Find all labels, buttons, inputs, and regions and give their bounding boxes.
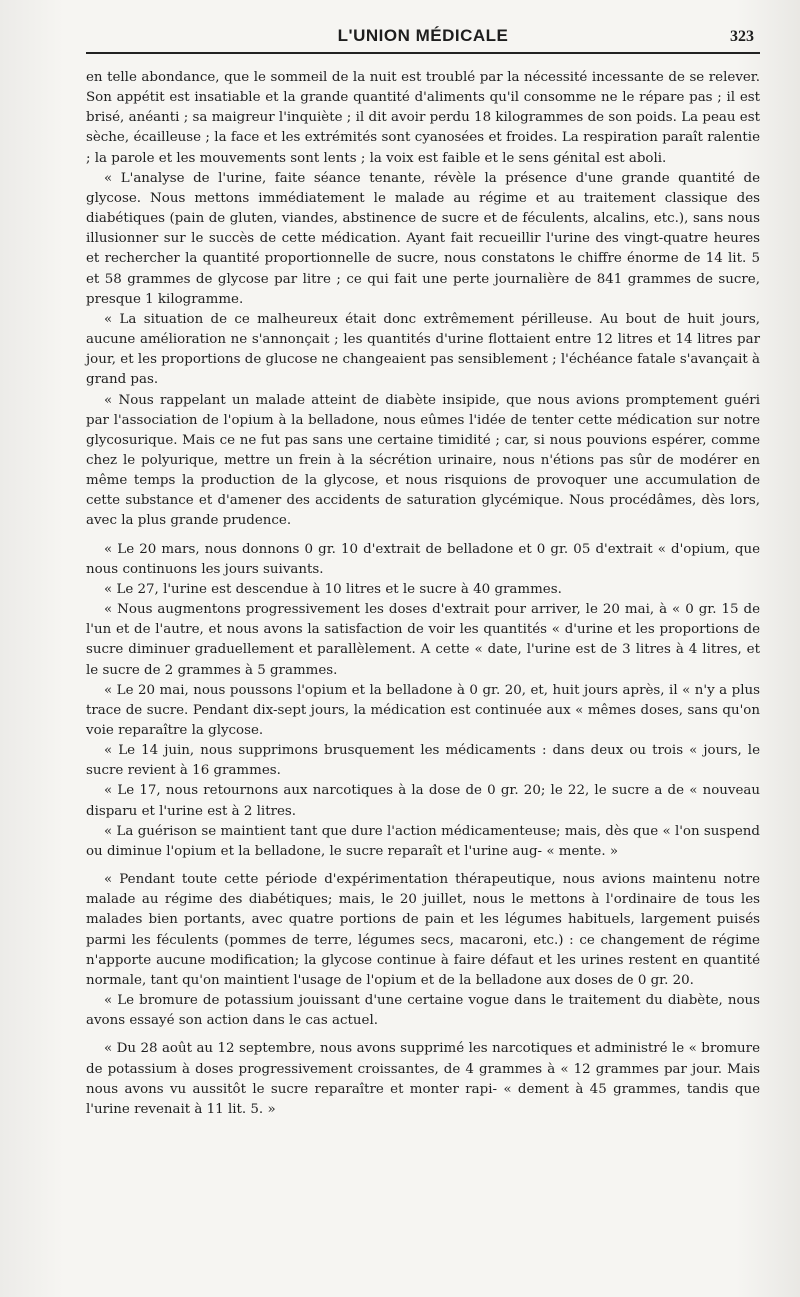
paragraph: « Nous rappelant un malade atteint de diabète insipide, que nous avions promptement guéri par l'association de l'opium à la belladone, nous eûmes l'idée de tenter cette médication sur notre glycosurique. Mais ce ne fut pas sans une certaine timidité ; car, si nous pouvions espérer, comme chez le polyurique, mettre un frein à la sécrétion urinaire, nous n'étions pas sûr de modérer en même temps la production de la glycose, et nous risquions de provoquer une accumulation de cette substance et d'amener des accidents de saturation glycémique. Nous procédâmes, dès lors, avec la plus grande prudence.	[86, 392, 760, 529]
paragraph: « L'analyse de l'urine, faite séance tenante, révèle la présence d'une grande quantité de glycose. Nous mettons immédiatement le malade au régime et au traitement classique des diabétiques (pain de gluten, viandes, abstinence de sucre et de féculents, alcalins, etc.), sans nous illusionner sur le succès de cette médication. Ayant fait recueillir l'urine des vingt-quatre heures et rechercher la quantité proportionnelle de sucre, nous constatons le chiffre énorme de 14 lit. 5 et 58 grammes de glycose par litre ; ce qui fait une perte journalière de 841 grammes de sucre, presque 1 kilogramme.	[86, 170, 760, 307]
page-number: 323	[730, 28, 754, 45]
paragraph: « Le 17, nous retournons aux narcotiques à la dose de 0 gr. 20; le 22, le sucre a de « nouveau disparu et l'urine est à 2 litres.	[86, 783, 760, 819]
paragraph: « Le 20 mai, nous poussons l'opium et la belladone à 0 gr. 20, et, huit jours après, il « n'y a plus trace de sucre. Pendant dix-sept jours, la médication est continuée aux « mêmes doses, sans qu'on voie reparaître la glycose.	[86, 682, 760, 738]
paragraph: « Le bromure de potassium jouissant d'une certaine vogue dans le traitement du diabète, nous avons essayé son action dans le cas actuel.	[86, 993, 760, 1029]
paragraph: « La situation de ce malheureux était donc extrêmement périlleuse. Au bout de huit jours, aucune amélioration ne s'annonçait ; les quantités d'urine flottaient entre 12 litres et 14 litres par jour, et les proportions de glucose ne changeaient pas sensiblement ; l'échéance fatale s'avançait à grand pas.	[86, 311, 760, 388]
paragraph-gap	[86, 862, 760, 870]
paragraph-gap	[86, 532, 760, 540]
paragraph: « Pendant toute cette période d'expérimentation thérapeutique, nous avions maintenu notre malade au régime des diabétiques; mais, le 20 juillet, nous le mettons à l'ordinaire de tous les malades bien portants, avec quatre portions de pain et les légumes habituels, largement puisés parmi les féculents (pommes de terre, légumes secs, macaroni, etc.) : ce changement de régime n'apporte aucune modification; la glycose continue à faire défaut et les urines restent en quantité normale, tant qu'on maintient l'usage de l'opium et de la belladone aux doses de 0 gr. 20.	[86, 872, 760, 988]
header-rule	[86, 52, 760, 54]
paragraph: « Nous augmentons progressivement les doses d'extrait pour arriver, le 20 mai, à « 0 gr. 15 de l'un et de l'autre, et nous avons la satisfaction de voir les quantités « d'urine et les proportions de sucre diminuer graduellement et parallèlement. A cette « date, l'urine est de 3 litres à 4 litres, et le sucre de 2 grammes à 5 grammes.	[86, 602, 760, 678]
body-text	[86, 68, 760, 1120]
paragraph: « La guérison se maintient tant que dure l'action médicamenteuse; mais, dès que « l'on suspend ou diminue l'opium et la belladone, le sucre reparaît et l'urine aug- « mente. »	[86, 823, 760, 859]
paragraph: « Du 28 août au 12 septembre, nous avons supprimé les narcotiques et administré le « bromure de potassium à doses progressivement croissantes, de 4 grammes à « 12 grammes par jour. Mais nous avons vu aussitôt le sucre reparaître et monter rapi- « dement à 45 grammes, tandis que l'urine revenait à 11 lit. 5. »	[86, 1041, 760, 1117]
paragraph-gap	[86, 1031, 760, 1039]
paragraph: « Le 27, l'urine est descendue à 10 litres et le sucre à 40 grammes.	[104, 581, 562, 597]
running-title: L'UNION MÉDICALE	[337, 26, 509, 45]
paragraph: « Le 20 mars, nous donnons 0 gr. 10 d'extrait de belladone et 0 gr. 05 d'extrait « d'opium, que nous continuons les jours suivants.	[86, 541, 760, 577]
paragraph: en telle abondance, que le sommeil de la nuit est troublé par la nécessité incessante de se relever. Son appétit est insatiable et la grande quantité d'aliments qu'il consomme ne le répare pas ; il est brisé, anéanti ; sa maigreur l'inquiète ; il dit avoir perdu 18 kilogrammes de son poids. La peau est sèche, écailleuse ; la face et les extrémités sont cyanosées et froides. La respiration paraît ralentie ; la parole et les mouvements sont lents ; la voix est faible et le sens génital est aboli.	[86, 70, 760, 166]
running-header	[86, 22, 760, 56]
paragraph: « Le 14 juin, nous supprimons brusquement les médicaments : dans deux ou trois « jours, le sucre revient à 16 grammes.	[86, 743, 760, 779]
